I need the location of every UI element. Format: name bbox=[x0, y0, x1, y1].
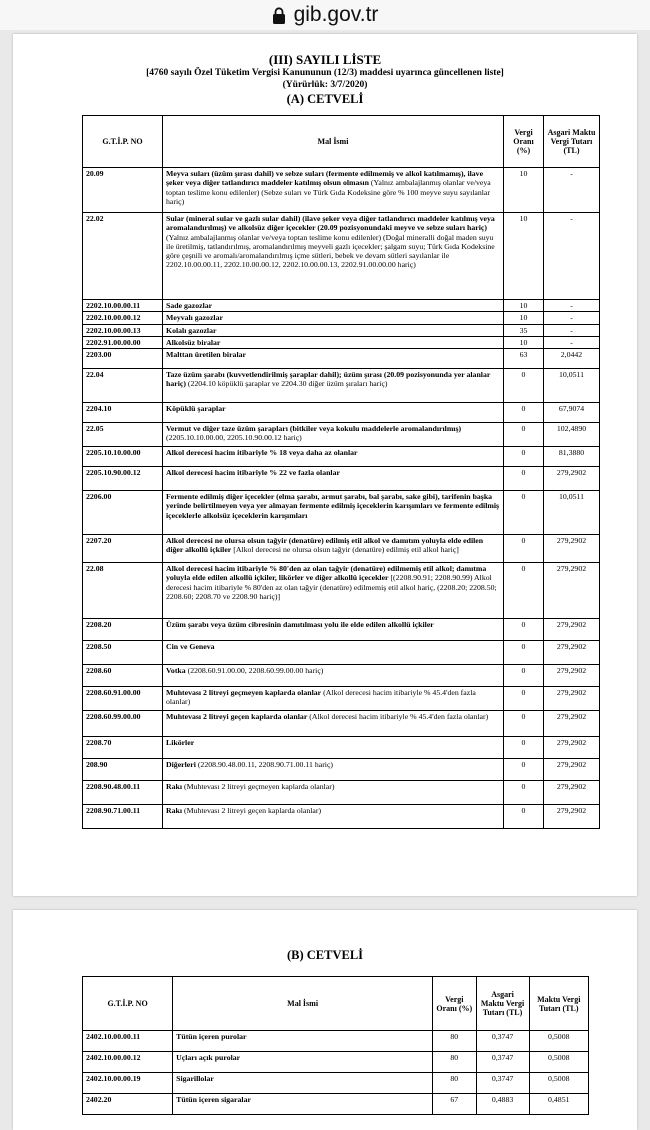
product-name bbox=[163, 491, 504, 535]
product-name-bold: Meyva suları (üzüm şırası dahil) ve sebze suları (fermente edilmemiş ve alkol katılmamış), ilave şeker veya diğer tatlandırıcı maddeler katılmış olsun olmasın bbox=[166, 169, 484, 188]
table-row bbox=[83, 1052, 589, 1073]
min-fixed-tax: - bbox=[544, 312, 600, 324]
product-name bbox=[163, 641, 504, 665]
table-row bbox=[83, 665, 600, 687]
gtip-code: 2202.10.00.00.11 bbox=[83, 300, 163, 312]
min-fixed-tax: 279,2902 bbox=[544, 759, 600, 781]
gtip-code: 2208.60 bbox=[83, 665, 163, 687]
product-name-note: (2208.60.91.00.00, 2208.60.99.00.00 hariç) bbox=[187, 666, 324, 676]
product-name-bold: Cin ve Geneva bbox=[166, 642, 215, 652]
product-name-note: [Alkol derecesi ne olursa olsun tağyir (denatüre) edilmiş etil alkol hariç] bbox=[233, 545, 459, 555]
product-name-note: [(2208.90.91; 2208.90.99) Alkol derecesi hacim itibariyle % 80'den az olan tağyir (denatüre) edilmemiş etil alkol hariç, (2208.20; 2208.50; 2208.60; 2208.70 ve 2208.90 hariç)] bbox=[166, 573, 497, 602]
table-row bbox=[83, 619, 600, 641]
table-row bbox=[83, 467, 600, 491]
product-name-note: (2208.90.48.00.11, 2208.90.71.00.11 hariç) bbox=[197, 760, 334, 770]
tax-rate: 80 bbox=[433, 1052, 476, 1073]
table-row bbox=[83, 369, 600, 403]
product-name bbox=[163, 781, 504, 805]
min-fixed-tax: 279,2902 bbox=[544, 665, 600, 687]
product-name bbox=[163, 759, 504, 781]
tax-rate: 63 bbox=[504, 349, 544, 369]
header-oran: Vergi Oranı (%) bbox=[433, 977, 476, 1031]
min-fixed-tax: 0,3747 bbox=[476, 1073, 529, 1094]
product-name bbox=[163, 213, 504, 300]
product-name-bold: Rakı bbox=[166, 806, 183, 816]
gtip-code: 22.02 bbox=[83, 213, 163, 300]
table-row bbox=[83, 300, 600, 312]
gtip-code: 22.05 bbox=[83, 423, 163, 447]
header-mal: Mal İsmi bbox=[173, 977, 433, 1031]
product-name bbox=[163, 300, 504, 312]
gtip-code: 22.04 bbox=[83, 369, 163, 403]
table-row bbox=[83, 737, 600, 759]
gtip-code: 2202.10.00.00.13 bbox=[83, 324, 163, 336]
product-name bbox=[163, 805, 504, 829]
table-row bbox=[83, 403, 600, 423]
product-name: Tütün içeren purolar bbox=[173, 1031, 433, 1052]
header-gtip: G.T.İ.P. NO bbox=[83, 116, 163, 168]
product-name bbox=[163, 369, 504, 403]
table-row bbox=[83, 213, 600, 300]
tax-rate: 10 bbox=[504, 168, 544, 213]
tax-rate: 10 bbox=[504, 312, 544, 324]
min-fixed-tax: 279,2902 bbox=[544, 781, 600, 805]
product-name-bold: Alkol derecesi hacim itibariyle % 22 ve fazla olanlar bbox=[166, 468, 340, 478]
table-row bbox=[83, 641, 600, 665]
address-bar[interactable] bbox=[0, 0, 650, 30]
product-name bbox=[163, 324, 504, 336]
cetvel-b-title: (B) CETVELİ bbox=[286, 948, 364, 962]
gtip-code: 2208.90.71.00.11 bbox=[83, 805, 163, 829]
min-fixed-tax: 10,0511 bbox=[544, 491, 600, 535]
product-name-bold: Vermut ve diğer taze üzüm şarapları (bitkiler veya kokulu maddelerle aromalandırılmış) bbox=[166, 424, 462, 434]
product-name bbox=[163, 403, 504, 423]
min-fixed-tax: 279,2902 bbox=[544, 805, 600, 829]
product-name bbox=[163, 711, 504, 737]
header-maktu: Maktu Vergi Tutarı (TL) bbox=[529, 977, 588, 1031]
gtip-code: 2205.10.90.00.12 bbox=[83, 467, 163, 491]
fixed-tax: 0,5008 bbox=[529, 1073, 588, 1094]
table-row bbox=[83, 563, 600, 619]
tax-rate: 0 bbox=[504, 447, 544, 467]
table-row bbox=[83, 805, 600, 829]
min-fixed-tax: 81,3880 bbox=[544, 447, 600, 467]
table-row bbox=[83, 324, 600, 336]
cetvel-a-title: (A) CETVELİ bbox=[286, 92, 364, 106]
table-row bbox=[83, 312, 600, 324]
header-mal: Mal İsmi bbox=[163, 116, 504, 168]
table-b bbox=[82, 976, 589, 1115]
product-name: Sigarillolar bbox=[173, 1073, 433, 1094]
product-name bbox=[163, 467, 504, 491]
tax-rate: 10 bbox=[504, 213, 544, 300]
tax-rate: 80 bbox=[433, 1073, 476, 1094]
min-fixed-tax: - bbox=[544, 213, 600, 300]
tax-rate: 0 bbox=[504, 563, 544, 619]
product-name-bold: Rakı bbox=[166, 782, 183, 792]
product-name-note: (Yalnız ambalajlanmış olanlar ve/veya toptan teslime konu edilenler) (Doğal mineralli doğal maden suyu ile üretilmiş, tatlandırılmış, aromalandırılmış meyveli gazlı içecekler; şalgam suyu; Türk Gıda Kodeksine göre çeşnili ve aromalı/aromalandırılmış içme sütleri, bebek ve devam sütleri sayılanlar ile 2202.10.00.00.11, 2202.10.00.00.12, 2202.10.00.00.13, 2202.91.00.00.00 hariç) bbox=[166, 232, 495, 270]
product-name: Uçları açık purolar bbox=[173, 1052, 433, 1073]
product-name bbox=[163, 336, 504, 348]
table-row bbox=[83, 759, 600, 781]
product-name-bold: Muhtevası 2 litreyi geçmeyen kaplarda olanlar bbox=[166, 688, 322, 698]
tax-rate: 0 bbox=[504, 423, 544, 447]
tax-rate: 0 bbox=[504, 665, 544, 687]
min-fixed-tax: 279,2902 bbox=[544, 535, 600, 563]
tax-rate: 0 bbox=[504, 781, 544, 805]
product-name-bold: Alkol derecesi ne olursa olsun tağyir (denatüre) edilmiş etil alkol ve damıtım yoluyla elde edilen diğer alkollü içkiler bbox=[166, 536, 484, 555]
gtip-code: 2202.10.00.00.12 bbox=[83, 312, 163, 324]
min-fixed-tax: 0,3747 bbox=[476, 1052, 529, 1073]
table-row bbox=[83, 168, 600, 213]
gtip-code: 2402.10.00.00.11 bbox=[83, 1031, 173, 1052]
tax-rate: 0 bbox=[504, 619, 544, 641]
product-name bbox=[163, 687, 504, 711]
gtip-code: 2206.00 bbox=[83, 491, 163, 535]
product-name-note: (Muhtevası 2 litreyi geçmeyen kaplarda olanlar) bbox=[184, 782, 335, 792]
gtip-code: 2402.10.00.00.19 bbox=[83, 1073, 173, 1094]
tax-rate: 0 bbox=[504, 403, 544, 423]
min-fixed-tax: 102,4890 bbox=[544, 423, 600, 447]
product-name-bold: Alkol derecesi hacim itibariyle % 80'den az olan tağyir (denatüre) edilmemiş etil alkol; damıtma yoluyla elde edilen alkollü içkiler, likörler ve diğer alkollü içecekler bbox=[166, 564, 487, 583]
fixed-tax: 0,5008 bbox=[529, 1052, 588, 1073]
product-name bbox=[163, 737, 504, 759]
table-row bbox=[83, 1094, 589, 1115]
min-fixed-tax: 10,0511 bbox=[544, 369, 600, 403]
min-fixed-tax: 67,9074 bbox=[544, 403, 600, 423]
tax-rate: 0 bbox=[504, 369, 544, 403]
fixed-tax: 0,4851 bbox=[529, 1094, 588, 1115]
gtip-code: 2402.10.00.00.12 bbox=[83, 1052, 173, 1073]
product-name bbox=[163, 535, 504, 563]
table-row bbox=[83, 423, 600, 447]
product-name-bold: Üzüm şarabı veya üzüm cibresinin damıtılması yolu ile elde edilen alkollü içkiler bbox=[166, 620, 434, 630]
min-fixed-tax: 0,4883 bbox=[476, 1094, 529, 1115]
tax-rate: 0 bbox=[504, 711, 544, 737]
list-subtitle: [4760 sayılı Özel Tüketim Vergisi Kanununun (12/3) maddesi uyarınca güncellenen liste] bbox=[146, 68, 504, 78]
product-name bbox=[163, 423, 504, 447]
product-name bbox=[163, 168, 504, 213]
tax-rate: 0 bbox=[504, 805, 544, 829]
gtip-code: 2202.91.00.00.00 bbox=[83, 336, 163, 348]
gtip-code: 2204.10 bbox=[83, 403, 163, 423]
gtip-code: 2203.00 bbox=[83, 349, 163, 369]
table-row bbox=[83, 711, 600, 737]
gtip-code: 2208.70 bbox=[83, 737, 163, 759]
min-fixed-tax: - bbox=[544, 324, 600, 336]
product-name bbox=[163, 447, 504, 467]
table-row bbox=[83, 491, 600, 535]
min-fixed-tax: 279,2902 bbox=[544, 737, 600, 759]
table-row bbox=[83, 687, 600, 711]
table-row bbox=[83, 336, 600, 348]
min-fixed-tax: 0,3747 bbox=[476, 1031, 529, 1052]
product-name-note: (2205.10.10.00.00, 2205.10.90.00.12 hariç) bbox=[166, 433, 302, 443]
gtip-code: 2207.20 bbox=[83, 535, 163, 563]
gtip-code: 22.08 bbox=[83, 563, 163, 619]
tax-rate: 10 bbox=[504, 300, 544, 312]
gtip-code: 208.90 bbox=[83, 759, 163, 781]
product-name-note: (Alkol derecesi hacim itibariyle % 45.4'den fazla olanlar) bbox=[309, 712, 489, 722]
tax-rate: 35 bbox=[504, 324, 544, 336]
min-fixed-tax: 279,2902 bbox=[544, 467, 600, 491]
document-page-2 bbox=[13, 910, 637, 1130]
product-name: Tütün içeren sigaralar bbox=[173, 1094, 433, 1115]
tax-rate: 0 bbox=[504, 535, 544, 563]
product-name-bold: Sular (mineral sular ve gazlı sular dahil) (ilave şeker veya diğer tatlandırıcı maddeler katılmış veya aromalandırılmış) ve alkolsüz diğer içecekler (20.09 pozisyonundaki meyve ve sebze suları hariç) bbox=[166, 214, 495, 233]
tax-rate: 67 bbox=[433, 1094, 476, 1115]
product-name-bold: Alkol derecesi hacim itibariyle % 18 veya daha az olanlar bbox=[166, 448, 358, 458]
product-name-bold: Sade gazozlar bbox=[166, 301, 213, 310]
table-row bbox=[83, 781, 600, 805]
min-fixed-tax: 279,2902 bbox=[544, 563, 600, 619]
product-name bbox=[163, 619, 504, 641]
url-text: gib.gov.tr bbox=[293, 3, 379, 26]
min-fixed-tax: - bbox=[544, 168, 600, 213]
tax-rate: 0 bbox=[504, 737, 544, 759]
product-name-bold: Likörler bbox=[166, 738, 195, 748]
product-name-bold: Kolalı gazozlar bbox=[166, 325, 217, 335]
fixed-tax: 0,5008 bbox=[529, 1031, 588, 1052]
gtip-code: 2208.20 bbox=[83, 619, 163, 641]
product-name bbox=[163, 665, 504, 687]
product-name-bold: Köpüklü şaraplar bbox=[166, 404, 226, 414]
gtip-code: 2208.90.48.00.11 bbox=[83, 781, 163, 805]
product-name-note: (Yalnız ambalajlanmış olanlar ve/veya toptan teslime konu edilenler) (Sebze suları ve Türk Gıda Kodeksine göre % 100 meyve suyu sayılanlar hariç) bbox=[166, 178, 491, 206]
product-name-note: (2204.10 köpüklü şaraplar ve 2204.30 diğer üzüm şıraları hariç) bbox=[187, 379, 388, 389]
product-name-bold: Diğerleri bbox=[166, 760, 196, 770]
product-name-bold: Votka bbox=[166, 666, 186, 676]
table-row bbox=[83, 349, 600, 369]
header-asgari: Asgari Maktu Vergi Tutarı (TL) bbox=[544, 116, 600, 168]
product-name bbox=[163, 563, 504, 619]
table-row bbox=[83, 447, 600, 467]
tax-rate: 0 bbox=[504, 467, 544, 491]
effective-date: (Yürürlük: 3/7/2020) bbox=[282, 80, 368, 90]
product-name-bold: Taze üzüm şarabı (kuvvetlendirilmiş şaraplar dahil); üzüm şırası (20.09 pozisyonunda yer alanlar hariç) bbox=[166, 370, 491, 389]
gtip-code: 2208.60.91.00.00 bbox=[83, 687, 163, 711]
tax-rate: 0 bbox=[504, 491, 544, 535]
product-name-bold: Fermente edilmiş diğer içecekler (elma şarabı, armut şarabı, bal şarabı, sake gibi), tarifenin başka yerinde belirtilmeyen veya yer almayan fermente edilmiş içeceklerin karışımları ve fermente edilmiş içeceklerle alkolsüz içeceklerin karışımları bbox=[166, 492, 500, 520]
header-gtip: G.T.İ.P. NO bbox=[83, 977, 173, 1031]
product-name-bold: Muhtevası 2 litreyi geçen kaplarda olanlar bbox=[166, 712, 308, 722]
product-name bbox=[163, 312, 504, 324]
gtip-code: 2205.10.10.00.00 bbox=[83, 447, 163, 467]
lock-icon bbox=[272, 7, 286, 24]
min-fixed-tax: 2,0442 bbox=[544, 349, 600, 369]
table-row bbox=[83, 1073, 589, 1094]
table-row bbox=[83, 1031, 589, 1052]
tax-rate: 10 bbox=[504, 336, 544, 348]
header-asgari: Asgari Maktu Vergi Tutarı (TL) bbox=[476, 977, 529, 1031]
gtip-code: 2208.50 bbox=[83, 641, 163, 665]
gtip-code: 20.09 bbox=[83, 168, 163, 213]
list-title: (III) SAYILI LİSTE bbox=[268, 52, 382, 67]
tax-rate: 0 bbox=[504, 759, 544, 781]
min-fixed-tax: 279,2902 bbox=[544, 711, 600, 737]
min-fixed-tax: 279,2902 bbox=[544, 687, 600, 711]
min-fixed-tax: 279,2902 bbox=[544, 641, 600, 665]
tax-rate: 80 bbox=[433, 1031, 476, 1052]
product-name bbox=[163, 349, 504, 369]
product-name-bold: Alkolsüz biralar bbox=[166, 337, 221, 347]
product-name-bold: Malttan üretilen biralar bbox=[166, 350, 246, 360]
table-a bbox=[82, 115, 600, 829]
table-row bbox=[83, 535, 600, 563]
min-fixed-tax: - bbox=[544, 336, 600, 348]
tax-rate: 0 bbox=[504, 687, 544, 711]
min-fixed-tax: - bbox=[544, 300, 600, 312]
gtip-code: 2208.60.99.00.00 bbox=[83, 711, 163, 737]
gtip-code: 2402.20 bbox=[83, 1094, 173, 1115]
header-oran: Vergi Oranı (%) bbox=[504, 116, 544, 168]
document-page-1 bbox=[13, 34, 637, 896]
product-name-note: (Alkol derecesi hacim itibariyle % 45.4'den fazla olanlar) bbox=[166, 688, 476, 707]
product-name-bold: Meyvalı gazozlar bbox=[166, 313, 223, 323]
tax-rate: 0 bbox=[504, 641, 544, 665]
min-fixed-tax: 279,2902 bbox=[544, 619, 600, 641]
product-name-note: (Muhtevası 2 litreyi geçen kaplarda olanlar) bbox=[184, 806, 322, 816]
